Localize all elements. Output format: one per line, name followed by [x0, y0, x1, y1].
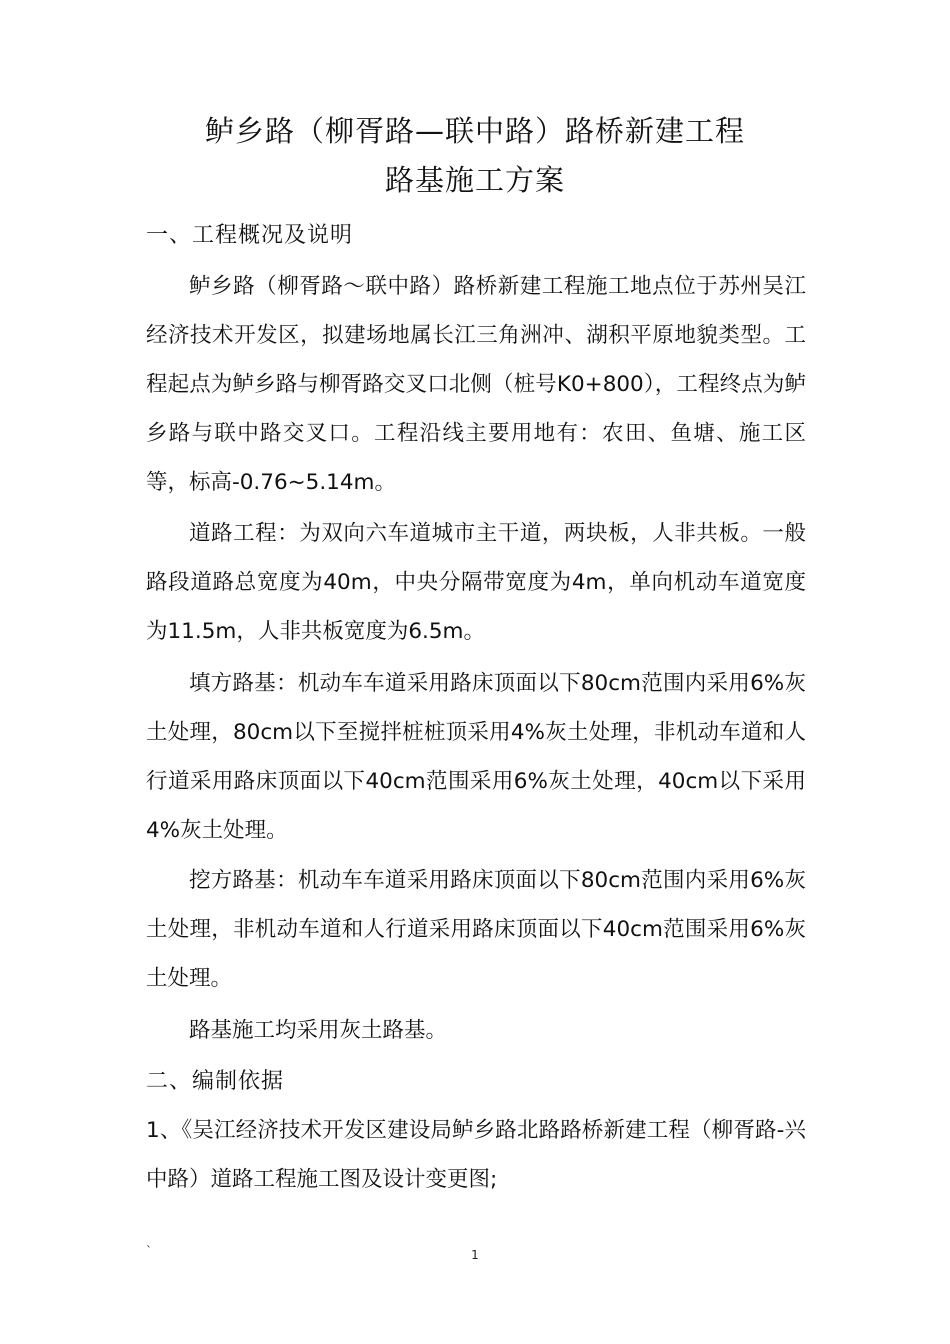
page-number: 1	[471, 1248, 479, 1262]
section-heading-overview: 一、工程概况及说明	[146, 223, 354, 248]
paragraph-cut-subgrade: 挖方路基：机动车车道采用路床顶面以下80cm范围内采用6%灰土处理，非机动车道和人行道采用路床顶面以下40cm范围采用6%灰土处理。	[146, 868, 806, 991]
footer-mark: `	[146, 1244, 152, 1258]
document-title-line-2: 路基施工方案	[384, 163, 565, 197]
paragraph-project-location: 鲈乡路（柳胥路～联中路）路桥新建工程施工地点位于苏州吴江经济技术开发区，拟建场地属长江三角洲冲、湖积平原地貌类型。工程起点为鲈乡路与柳胥路交叉口北侧（桩号K0+800），工程终点为鲈乡路与联中路交叉口。工程沿线主要用地有：农田、鱼塘、施工区等，标高-0.76~5.14m。	[146, 274, 806, 495]
section-heading-basis: 二、编制依据	[146, 1069, 285, 1094]
paragraph-lime-soil-subgrade: 路基施工均采用灰土路基。	[189, 1018, 448, 1043]
paragraph-basis-item-1: 1、《吴江经济技术开发区建设局鲈乡路北路路桥新建工程（柳胥路-兴中路）道路工程施工图及设计变更图;	[146, 1118, 806, 1192]
paragraph-road-engineering: 道路工程：为双向六车道城市主干道，两块板，人非共板。一般路段道路总宽度为40m，中央分隔带宽度为4m，单向机动车道宽度为11.5m，人非共板宽度为6.5m。	[146, 521, 806, 644]
document-title-line-1: 鲈乡路（柳胥路—联中路）路桥新建工程	[204, 114, 745, 148]
paragraph-fill-subgrade: 填方路基：机动车车道采用路床顶面以下80cm范围内采用6%灰土处理，80cm以下至搅拌桩桩顶采用4%灰土处理，非机动车道和人行道采用路床顶面以下40cm范围采用6%灰土处理，40cm以下采用4%灰土处理。	[146, 671, 806, 843]
